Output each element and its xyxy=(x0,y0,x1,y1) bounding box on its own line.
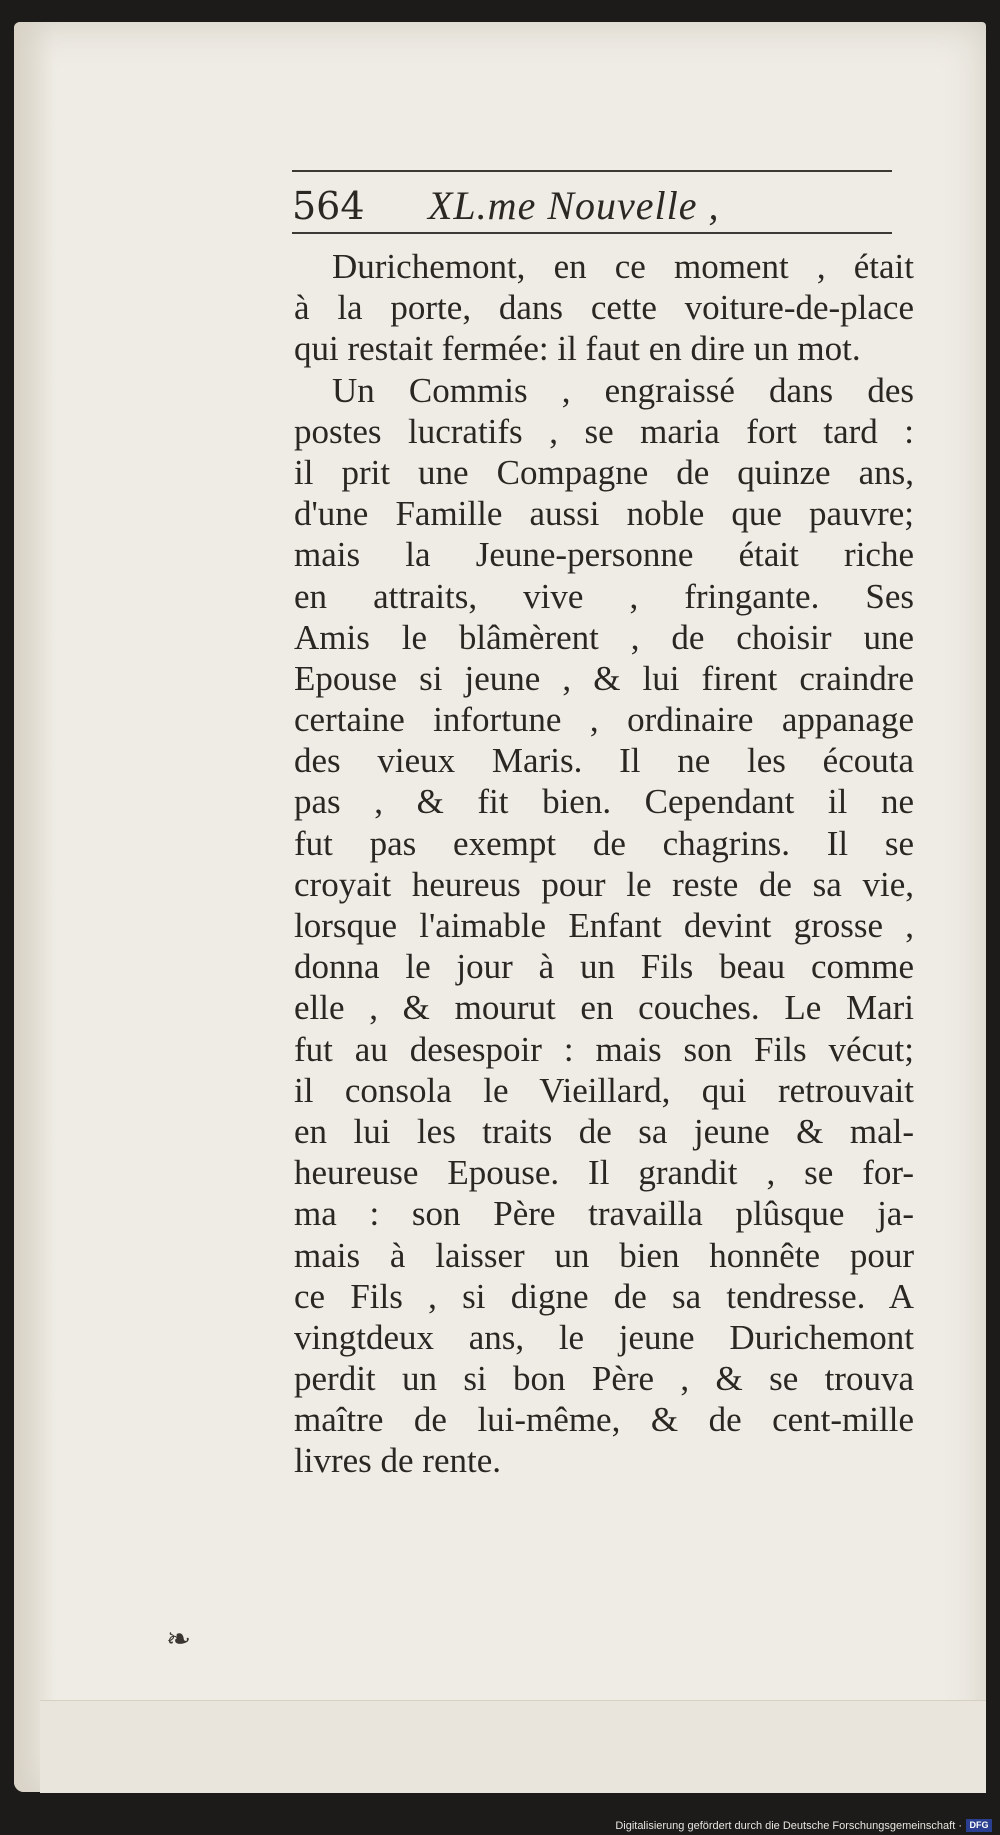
page-gutter-shadow xyxy=(14,22,54,1792)
text-line: croyait heureus pour le reste de sa vie, xyxy=(294,864,914,904)
text-line: des vieux Maris. Il ne les écouta xyxy=(294,741,914,781)
body-text xyxy=(294,246,914,1482)
text-line: en attraits, vive , fringante. Ses xyxy=(294,576,914,616)
text-line: d'une Famille aussi noble que pauvre; xyxy=(294,494,914,534)
text-line: mais la Jeune-personne était riche xyxy=(294,535,914,575)
running-title: XL.me Nouvelle , xyxy=(428,183,720,228)
text-line: livres de rente. xyxy=(294,1441,501,1481)
text-line: lorsque l'aimable Enfant devint grosse , xyxy=(294,906,914,945)
running-header xyxy=(292,178,892,228)
page-number: 564 xyxy=(292,184,365,228)
text-line: il prit une Compagne de quinze ans, xyxy=(294,452,914,492)
dfg-logo: DFG xyxy=(966,1819,992,1832)
text-line: perdit un si bon Père , & se trouva xyxy=(294,1359,914,1399)
text-line: postes lucratifs , se maria fort tard : xyxy=(294,411,914,451)
text-line: mais à laisser un bien honnête pour xyxy=(294,1235,914,1275)
text-line: ma : son Père travailla plûsque ja- xyxy=(294,1194,914,1234)
header-rule-top xyxy=(292,170,892,172)
ink-blot-mark: ❧ xyxy=(166,1622,192,1657)
text-line: Durichemont, en ce moment , était xyxy=(332,247,914,286)
text-line: maître de lui-même, & de cent-mille xyxy=(294,1400,914,1440)
text-line: pas , & fit bien. Cependant il ne xyxy=(294,782,914,822)
text-line: fut pas exempt de chagrins. Il se xyxy=(294,823,914,863)
text-line: à la porte, dans cette voiture-de-place xyxy=(294,288,914,328)
text-line: donna le jour à un Fils beau comme xyxy=(294,947,914,987)
header-rule-bottom xyxy=(292,232,892,234)
text-line: elle , & mourut en couches. Le Mari xyxy=(294,988,914,1028)
text-line: vingtdeux ans, le jeune Durichemont xyxy=(294,1317,914,1357)
page-bottom-edge xyxy=(40,1700,986,1793)
text-line: Amis le blâmèrent , de choisir une xyxy=(294,617,914,657)
text-line: ce Fils , si digne de sa tendresse. A xyxy=(294,1276,914,1316)
text-line: certaine infortune , ordinaire appanage xyxy=(294,700,914,740)
text-line: fut au desespoir : mais son Fils vécut; xyxy=(294,1029,914,1069)
text-line: Un Commis , engraissé dans des xyxy=(332,370,914,410)
text-line: heureuse Epouse. Il grandit , se for- xyxy=(294,1153,914,1193)
digitization-credit: Digitalisierung gefördert durch die Deutsche Forschungsgemeinschaft · xyxy=(615,1820,962,1832)
text-line: il consola le Vieillard, qui retrouvait xyxy=(294,1070,914,1110)
text-line: en lui les traits de sa jeune & mal- xyxy=(294,1111,914,1151)
text-line: Epouse si jeune , & lui firent craindre xyxy=(294,658,914,698)
text-line: qui restait fermée: il faut en dire un mot. xyxy=(294,329,861,369)
